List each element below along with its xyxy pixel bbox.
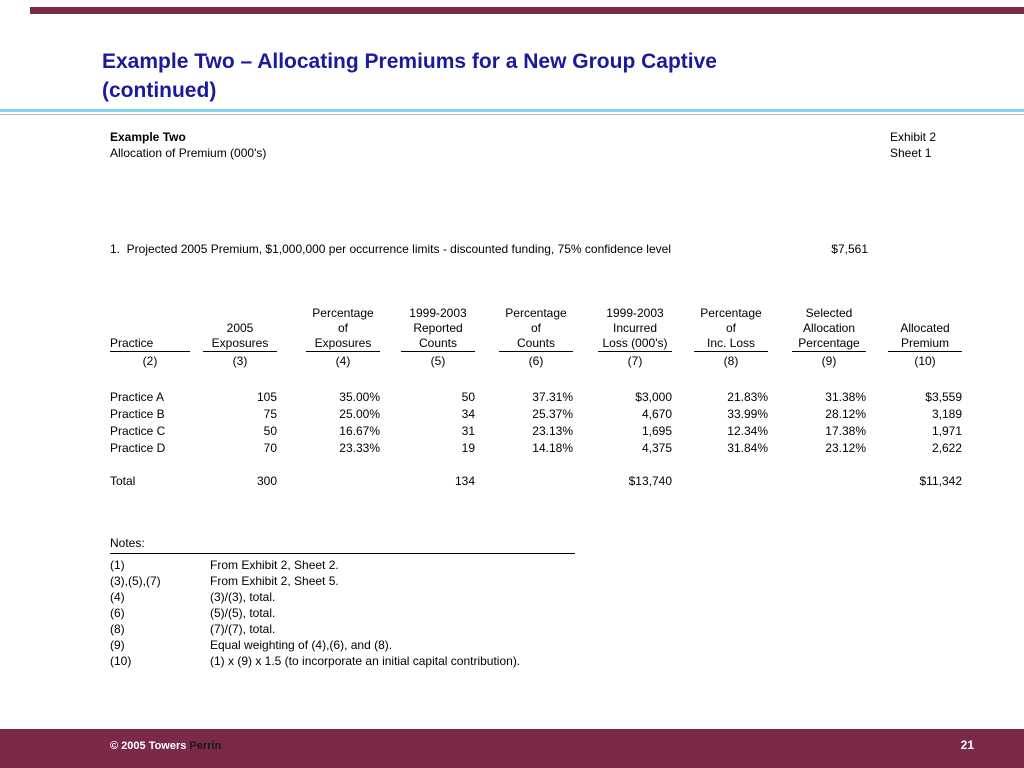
note-text: (7)/(7), total.: [210, 622, 276, 636]
column-number-row: [110, 352, 962, 370]
col-num: (10): [914, 354, 936, 368]
cell: Total: [110, 473, 136, 488]
header-cell-pct-inc-loss: Percentage of Inc. Loss: [672, 306, 768, 352]
cell: Practice B: [110, 406, 165, 421]
table-row-practice-a: [110, 388, 962, 405]
notes-section: [110, 536, 670, 669]
slide-title: [102, 47, 942, 105]
cell: 31.38%: [825, 389, 866, 404]
cell: [672, 472, 768, 489]
table-row-practice-b: [110, 405, 962, 422]
cell: [475, 472, 573, 489]
cell: 1,695: [641, 423, 672, 438]
cell: 300: [256, 473, 277, 488]
copyright-text: [110, 740, 221, 752]
cell: 23.12%: [825, 440, 866, 455]
cell: 31: [461, 423, 475, 438]
note-text: From Exhibit 2, Sheet 5.: [210, 574, 339, 588]
note-row: [110, 621, 670, 637]
note-text: (1) x (9) x 1.5 (to incorporate an initial capital contribution).: [210, 654, 521, 668]
cell: 4,375: [641, 440, 672, 455]
col-num: (4): [335, 354, 351, 368]
note-text: Equal weighting of (4),(6), and (8).: [210, 638, 393, 652]
col-num: (8): [723, 354, 739, 368]
note-label: (8): [110, 622, 125, 636]
header-cell-selected-allocation: Selected Allocation Percentage: [768, 306, 866, 352]
header-cell-practice: Practice: [110, 306, 190, 352]
page-number: 21: [960, 738, 974, 752]
slide-title-line1: Example Two – Allocating Premiums for a New Group Captive: [102, 50, 717, 73]
cell: 16.67%: [339, 423, 380, 438]
cell: $3,000: [635, 389, 672, 404]
cell: 70: [263, 440, 277, 455]
slide-title-line2: (continued): [102, 79, 217, 102]
cell: Practice D: [110, 440, 166, 455]
cell: 23.13%: [532, 423, 573, 438]
title-divider-cyan: [0, 109, 1024, 112]
cell: Practice A: [110, 389, 165, 404]
cell: 23.33%: [339, 440, 380, 455]
cell: 75: [263, 406, 277, 421]
table-header-row: [110, 306, 962, 352]
cell: $11,342: [919, 473, 962, 488]
cell: 50: [263, 423, 277, 438]
col-num: (7): [627, 354, 643, 368]
cell: 1,971: [931, 423, 962, 438]
cell: 12.34%: [727, 423, 768, 438]
cell: 14.18%: [532, 440, 573, 455]
cell: 31.84%: [727, 440, 768, 455]
notes-heading: Notes:: [110, 536, 145, 550]
cell: [768, 472, 866, 489]
note-label: (3),(5),(7): [110, 574, 161, 588]
cell: Practice C: [110, 423, 166, 438]
total-row: [110, 472, 962, 489]
cell: 134: [454, 473, 475, 488]
col-num: (5): [430, 354, 446, 368]
header-cell-pct-exposures: Percentage of Exposures: [277, 306, 380, 352]
note-text: From Exhibit 2, Sheet 2.: [210, 558, 339, 572]
col-num: (6): [528, 354, 544, 368]
cell: 17.38%: [825, 423, 866, 438]
header-cell-allocated-premium: Allocated Premium: [866, 306, 962, 352]
cell: [277, 472, 380, 489]
title-divider-gray: [0, 114, 1024, 115]
header-cell-reported-counts: 1999-2003 Reported Counts: [380, 306, 475, 352]
note-label: (1): [110, 558, 125, 572]
note-label: (6): [110, 606, 125, 620]
note-label: (4): [110, 590, 125, 604]
note-row: [110, 653, 670, 669]
header-cell-pct-counts: Percentage of Counts: [475, 306, 573, 352]
note-row: [110, 605, 670, 621]
exhibit-subtitle: Allocation of Premium (000's): [110, 146, 267, 160]
note-row: [110, 589, 670, 605]
note-row: [110, 637, 670, 653]
table-row-practice-d: [110, 439, 962, 456]
cell: 4,670: [641, 406, 672, 421]
exhibit-title: Example Two: [110, 130, 186, 144]
cell: $13,740: [628, 473, 672, 488]
notes-divider: [110, 553, 575, 554]
note-text: (3)/(3), total.: [210, 590, 276, 604]
exhibit-ref: [890, 129, 936, 161]
cell: 105: [256, 389, 277, 404]
allocation-table: [110, 306, 962, 489]
cell: $3,559: [925, 389, 962, 404]
cell: 25.37%: [532, 406, 573, 421]
header-cell-exposures: 2005 Exposures: [190, 306, 277, 352]
brand-name: Perrin: [189, 740, 222, 752]
exhibit-number: Exhibit 2: [890, 130, 937, 144]
col-num: (2): [142, 354, 158, 368]
note-label: (9): [110, 638, 125, 652]
cell: 35.00%: [339, 389, 380, 404]
exhibit-header: [110, 129, 266, 161]
cell: 3,189: [931, 406, 962, 421]
note-text: (5)/(5), total.: [210, 606, 276, 620]
cell: 2,622: [931, 440, 962, 455]
cell: 21.83%: [727, 389, 768, 404]
header-cell-incurred-loss: 1999-2003 Incurred Loss (000's): [573, 306, 672, 352]
cell: 28.12%: [825, 406, 866, 421]
cell: 34: [461, 406, 475, 421]
premium-line: 1. Projected 2005 Premium, $1,000,000 per occurrence limits - discounted funding, 75% confidence level: [110, 242, 671, 256]
cell: 50: [461, 389, 475, 404]
col-num: (9): [821, 354, 837, 368]
sheet-number: Sheet 1: [890, 146, 932, 160]
cell: 25.00%: [339, 406, 380, 421]
note-row: [110, 573, 670, 589]
col-num: (3): [232, 354, 248, 368]
table-row-practice-c: [110, 422, 962, 439]
cell: 33.99%: [727, 406, 768, 421]
copyright-prefix: © 2005 Towers: [110, 740, 190, 752]
cell: 37.31%: [532, 389, 573, 404]
note-row: [110, 557, 670, 573]
note-label: (10): [110, 654, 132, 668]
top-accent-bar: [30, 7, 1024, 14]
cell: 19: [461, 440, 475, 455]
premium-value: $7,561: [831, 242, 868, 256]
